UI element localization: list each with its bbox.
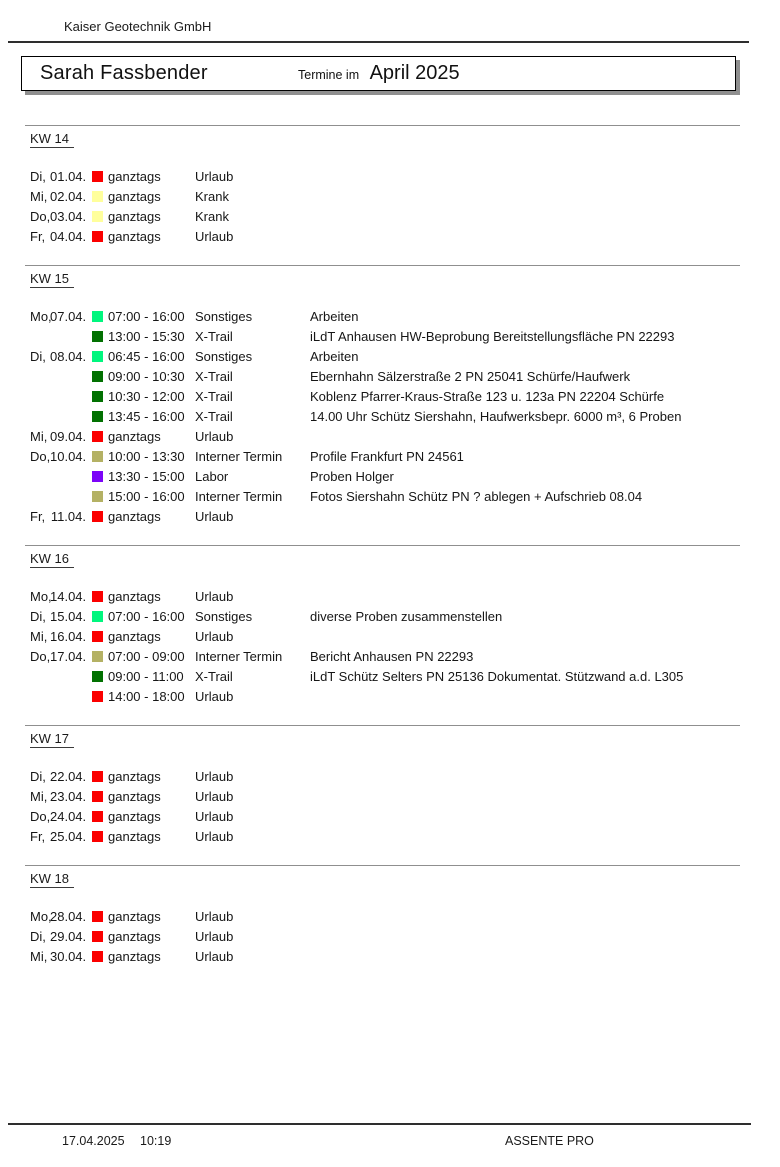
row-description: Bericht Anhausen PN 22293 <box>310 649 474 664</box>
row-date: 14.04. <box>50 589 87 604</box>
row-category: Urlaub <box>195 229 234 244</box>
week-section <box>0 125 780 247</box>
appointment-row <box>30 687 780 707</box>
row-day: Di, <box>30 929 46 944</box>
appointment-row <box>30 427 780 447</box>
week-section <box>0 265 780 527</box>
appointment-row <box>30 467 780 487</box>
row-time: 07:00 - 16:00 <box>108 309 185 324</box>
category-color-swatch <box>92 591 103 602</box>
week-section <box>0 865 780 967</box>
week-label-wrap <box>30 270 780 287</box>
row-time: 15:00 - 16:00 <box>108 489 185 504</box>
row-date: 01.04. <box>50 169 87 184</box>
row-date: 09.04. <box>50 429 87 444</box>
category-color-swatch <box>92 611 103 622</box>
category-color-swatch <box>92 231 103 242</box>
row-date: 10.04. <box>50 449 87 464</box>
row-day: Mo, <box>30 589 52 604</box>
week-label: KW 15 <box>30 271 74 288</box>
row-category: Labor <box>195 469 229 484</box>
row-category: Interner Termin <box>195 489 283 504</box>
category-color-swatch <box>92 631 103 642</box>
row-time: 10:30 - 12:00 <box>108 389 185 404</box>
row-category: Interner Termin <box>195 449 283 464</box>
category-color-swatch <box>92 831 103 842</box>
row-time: ganztags <box>108 829 161 844</box>
row-date: 24.04. <box>50 809 87 824</box>
category-color-swatch <box>92 211 103 222</box>
row-time: ganztags <box>108 229 161 244</box>
row-description: Arbeiten <box>310 349 359 364</box>
row-description: iLdT Schütz Selters PN 25136 Dokumentat. Stützwand a.d. L305 <box>310 669 684 684</box>
row-category: Urlaub <box>195 589 234 604</box>
row-day: Di, <box>30 169 46 184</box>
week-divider <box>25 125 740 126</box>
week-rows <box>0 167 780 247</box>
row-time: ganztags <box>108 949 161 964</box>
appointment-row <box>30 607 780 627</box>
row-category: Urlaub <box>195 629 234 644</box>
category-color-swatch <box>92 371 103 382</box>
row-category: X-Trail <box>195 389 233 404</box>
appointment-row <box>30 407 780 427</box>
row-day: Do, <box>30 209 51 224</box>
row-day: Fr, <box>30 229 46 244</box>
category-color-swatch <box>92 451 103 462</box>
week-rows <box>0 587 780 707</box>
row-date: 28.04. <box>50 909 87 924</box>
row-date: 22.04. <box>50 769 87 784</box>
row-time: 14:00 - 18:00 <box>108 689 185 704</box>
title-prefix: Termine im <box>298 68 360 82</box>
row-time: 13:30 - 15:00 <box>108 469 185 484</box>
row-category: Urlaub <box>195 509 234 524</box>
company-name: Kaiser Geotechnik GmbH <box>64 19 212 34</box>
category-color-swatch <box>92 811 103 822</box>
row-time: 06:45 - 16:00 <box>108 349 185 364</box>
appointment-row <box>30 447 780 467</box>
row-category: Urlaub <box>195 429 234 444</box>
row-day: Do, <box>30 649 51 664</box>
week-label: KW 16 <box>30 551 74 568</box>
category-color-swatch <box>92 771 103 782</box>
appointment-row <box>30 807 780 827</box>
week-label-wrap <box>30 870 780 887</box>
week-divider <box>25 545 740 546</box>
row-time: 10:00 - 13:30 <box>108 449 185 464</box>
row-category: Sonstiges <box>195 609 253 624</box>
appointment-row <box>30 507 780 527</box>
category-color-swatch <box>92 491 103 502</box>
footer-rule <box>8 1123 751 1125</box>
category-color-swatch <box>92 311 103 322</box>
report-title <box>298 57 460 91</box>
row-time: 09:00 - 10:30 <box>108 369 185 384</box>
row-category: Urlaub <box>195 689 234 704</box>
appointment-row <box>30 227 780 247</box>
category-color-swatch <box>92 191 103 202</box>
row-time: ganztags <box>108 769 161 784</box>
row-description: Fotos Siershahn Schütz PN ? ablegen + Aufschrieb 08.04 <box>310 489 643 504</box>
row-day: Di, <box>30 609 46 624</box>
row-time: 13:45 - 16:00 <box>108 409 185 424</box>
row-date: 17.04. <box>50 649 87 664</box>
row-category: Krank <box>195 189 229 204</box>
category-color-swatch <box>92 431 103 442</box>
appointment-row <box>30 207 780 227</box>
row-description: Profile Frankfurt PN 24561 <box>310 449 464 464</box>
week-label-wrap <box>30 730 780 747</box>
row-time: 13:00 - 15:30 <box>108 329 185 344</box>
week-rows <box>0 307 780 527</box>
appointment-row <box>30 647 780 667</box>
row-time: ganztags <box>108 209 161 224</box>
row-day: Di, <box>30 769 46 784</box>
row-date: 23.04. <box>50 789 87 804</box>
category-color-swatch <box>92 911 103 922</box>
row-date: 15.04. <box>50 609 87 624</box>
week-label: KW 17 <box>30 731 74 748</box>
row-time: 07:00 - 16:00 <box>108 609 185 624</box>
row-date: 30.04. <box>50 949 87 964</box>
row-category: Interner Termin <box>195 649 283 664</box>
appointment-row <box>30 307 780 327</box>
week-label: KW 14 <box>30 131 74 148</box>
category-color-swatch <box>92 651 103 662</box>
row-category: Urlaub <box>195 829 234 844</box>
week-divider <box>25 725 740 726</box>
row-date: 11.04. <box>50 509 86 524</box>
week-section <box>0 545 780 707</box>
week-section <box>0 725 780 847</box>
appointment-row <box>30 667 780 687</box>
appointment-row <box>30 767 780 787</box>
row-day: Mi, <box>30 189 48 204</box>
row-time: ganztags <box>108 929 161 944</box>
row-category: Urlaub <box>195 769 234 784</box>
row-description: Ebernhahn Sälzerstraße 2 PN 25041 Schürfe/Haufwerk <box>310 369 631 384</box>
row-time: 07:00 - 09:00 <box>108 649 185 664</box>
category-color-swatch <box>92 331 103 342</box>
row-category: Urlaub <box>195 169 234 184</box>
appointment-row <box>30 327 780 347</box>
title-box <box>21 56 736 91</box>
row-category: X-Trail <box>195 369 233 384</box>
week-rows <box>0 767 780 847</box>
row-category: Urlaub <box>195 809 234 824</box>
row-date: 03.04. <box>50 209 87 224</box>
category-color-swatch <box>92 951 103 962</box>
row-day: Mo, <box>30 309 52 324</box>
appointment-row <box>30 907 780 927</box>
row-date: 29.04. <box>50 929 87 944</box>
week-rows <box>0 907 780 967</box>
row-category: Urlaub <box>195 929 234 944</box>
row-time: ganztags <box>108 789 161 804</box>
row-time: ganztags <box>108 509 161 524</box>
appointment-row <box>30 187 780 207</box>
appointment-row <box>30 827 780 847</box>
row-day: Fr, <box>30 509 46 524</box>
row-time: ganztags <box>108 589 161 604</box>
row-description: diverse Proben zusammenstellen <box>310 609 503 624</box>
row-day: Di, <box>30 349 46 364</box>
category-color-swatch <box>92 791 103 802</box>
appointment-row <box>30 347 780 367</box>
appointment-row <box>30 627 780 647</box>
row-day: Mi, <box>30 949 48 964</box>
row-time: ganztags <box>108 189 161 204</box>
row-day: Mi, <box>30 429 48 444</box>
appointment-row <box>30 167 780 187</box>
week-label: KW 18 <box>30 871 74 888</box>
row-category: Sonstiges <box>195 309 253 324</box>
category-color-swatch <box>92 351 103 362</box>
row-day: Mo, <box>30 909 52 924</box>
appointment-row <box>30 387 780 407</box>
category-color-swatch <box>92 411 103 422</box>
weeks <box>0 125 780 985</box>
row-category: Urlaub <box>195 909 234 924</box>
row-description: Arbeiten <box>310 309 359 324</box>
appointment-row <box>30 787 780 807</box>
row-category: Urlaub <box>195 789 234 804</box>
week-label-wrap <box>30 130 780 147</box>
row-category: X-Trail <box>195 669 233 684</box>
row-category: X-Trail <box>195 409 233 424</box>
row-date: 04.04. <box>50 229 87 244</box>
row-date: 07.04. <box>50 309 87 324</box>
row-description: iLdT Anhausen HW-Beprobung Bereitstellungsfläche PN 22293 <box>310 329 675 344</box>
row-time: ganztags <box>108 429 161 444</box>
row-category: X-Trail <box>195 329 233 344</box>
category-color-swatch <box>92 391 103 402</box>
row-description: Koblenz Pfarrer-Kraus-Straße 123 u. 123a PN 22204 Schürfe <box>310 389 665 404</box>
row-category: Krank <box>195 209 229 224</box>
category-color-swatch <box>92 691 103 702</box>
row-description: 14.00 Uhr Schütz Siershahn, Haufwerksbepr. 6000 m³, 6 Proben <box>310 409 682 424</box>
row-day: Do, <box>30 449 51 464</box>
row-description: Proben Holger <box>310 469 394 484</box>
row-time: ganztags <box>108 169 161 184</box>
print-date: 17.04.2025 <box>62 1134 125 1148</box>
row-date: 02.04. <box>50 189 87 204</box>
appointment-row <box>30 367 780 387</box>
row-date: 25.04. <box>50 829 87 844</box>
week-divider <box>25 265 740 266</box>
appointment-row <box>30 927 780 947</box>
row-time: ganztags <box>108 629 161 644</box>
header-rule <box>8 41 749 43</box>
application-name: ASSENTE PRO <box>505 1134 594 1148</box>
title-month: April 2025 <box>369 62 460 84</box>
row-time: ganztags <box>108 809 161 824</box>
row-time: ganztags <box>108 909 161 924</box>
row-date: 08.04. <box>50 349 87 364</box>
person-name: Sarah Fassbender <box>40 62 208 84</box>
row-category: Sonstiges <box>195 349 253 364</box>
row-category: Urlaub <box>195 949 234 964</box>
print-time: 10:19 <box>140 1134 172 1148</box>
row-day: Fr, <box>30 829 46 844</box>
appointment-row <box>30 587 780 607</box>
row-day: Mi, <box>30 629 48 644</box>
week-divider <box>25 865 740 866</box>
category-color-swatch <box>92 671 103 682</box>
appointment-row <box>30 487 780 507</box>
row-day: Mi, <box>30 789 48 804</box>
row-time: 09:00 - 11:00 <box>108 669 184 684</box>
category-color-swatch <box>92 471 103 482</box>
week-label-wrap <box>30 550 780 567</box>
appointment-row <box>30 947 780 967</box>
category-color-swatch <box>92 511 103 522</box>
category-color-swatch <box>92 171 103 182</box>
category-color-swatch <box>92 931 103 942</box>
row-date: 16.04. <box>50 629 87 644</box>
row-day: Do, <box>30 809 51 824</box>
